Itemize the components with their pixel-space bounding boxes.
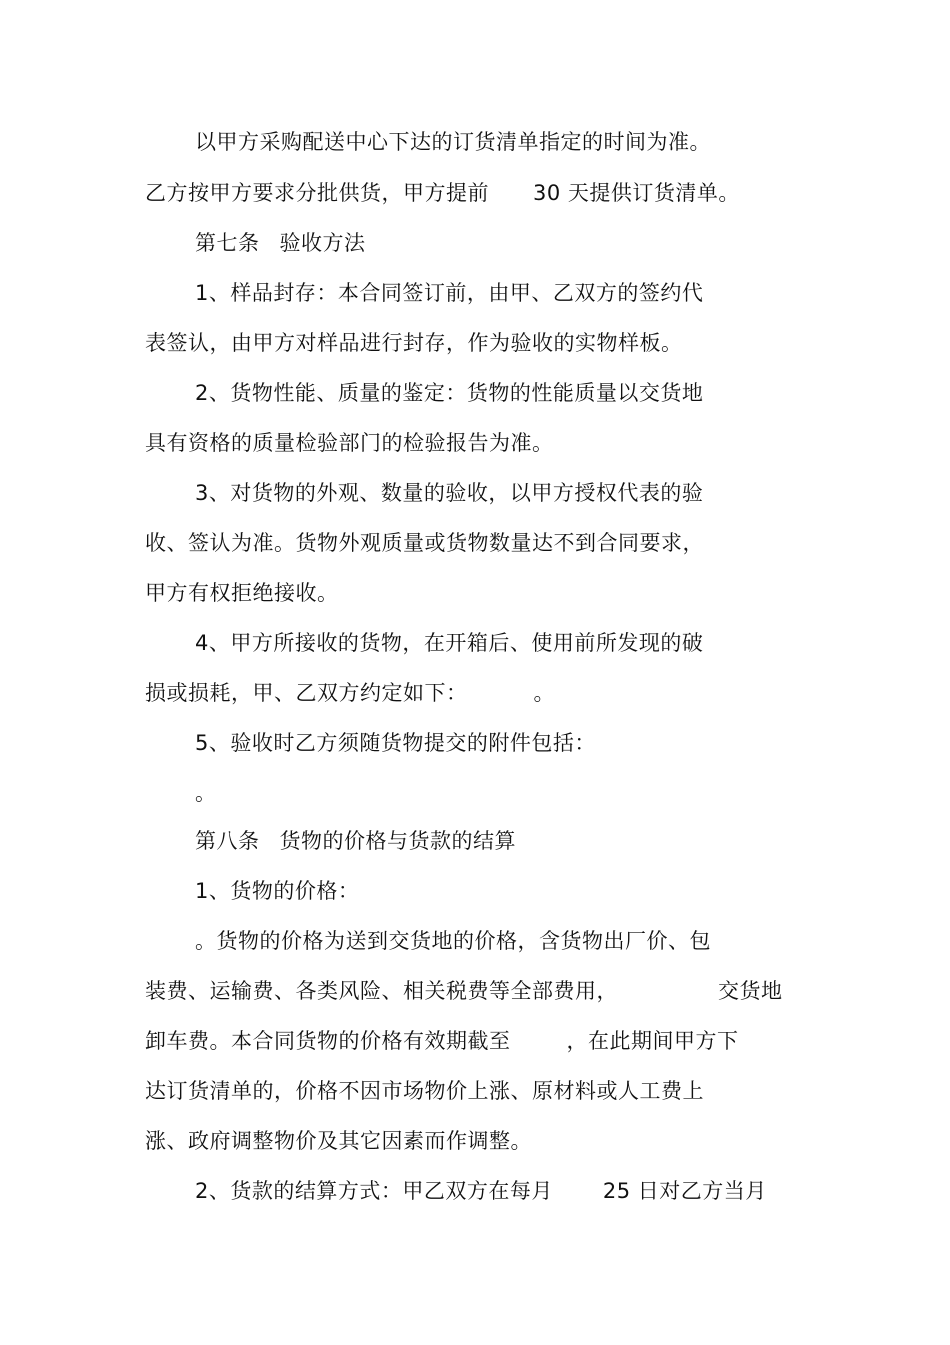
text-line-4 (195, 278, 703, 308)
text-line-9 (145, 528, 704, 558)
text-line-13 (195, 728, 596, 758)
text-segment: 25 日对乙方当月 (602, 1179, 767, 1203)
text-segment: 收、签认为准。货物外观质量或货物数量达不到合同要求， (145, 531, 704, 555)
text-line-16 (195, 876, 359, 906)
text-line-5 (145, 328, 683, 358)
text-segment: 3、对货物的外观、数量的验收，以甲方授权代表的验 (195, 481, 704, 505)
text-segment: 损或损耗，甲、乙双方约定如下： (145, 681, 468, 705)
text-segment: 达订货清单的，价格不因市场物价上涨、原材料或人工费上 (145, 1079, 704, 1103)
text-segment: 装费、运输费、各类风险、相关税费等全部费用， (145, 979, 618, 1003)
text-line-20 (145, 1076, 704, 1106)
text-segment: 2、货物性能、质量的鉴定：货物的性能质量以交货地 (195, 381, 704, 405)
article-heading-7 (195, 228, 366, 258)
text-line-10 (145, 578, 339, 608)
text-segment: ，在此期间甲方下 (566, 1029, 739, 1053)
text-segment: 以甲方采购配送中心下达的订货清单指定的时间为准。 (195, 130, 711, 154)
text-segment: 卸车费。本合同货物的价格有效期截至 (145, 1029, 511, 1053)
text-line-8 (195, 478, 703, 508)
text-segment: 。 (533, 681, 555, 705)
article-title: 验收方法 (279, 231, 366, 255)
text-segment: 30 天提供订货清单。 (533, 181, 740, 205)
text-line-19 (145, 1026, 739, 1056)
text-segment: 2、货款的结算方式：甲乙双方在每月 (195, 1179, 553, 1203)
text-segment: 乙方按甲方要求分批供货，甲方提前 (145, 181, 489, 205)
text-line-7 (145, 428, 554, 458)
text-line-18 (145, 976, 783, 1006)
text-segment: 涨、政府调整物价及其它因素而作调整。 (145, 1129, 532, 1153)
article-title: 货物的价格与货款的结算 (279, 829, 516, 853)
text-segment: 交货地 (718, 979, 783, 1003)
text-line-14 (195, 778, 217, 808)
text-segment: 甲方有权拒绝接收。 (145, 581, 339, 605)
text-segment: 4、甲方所接收的货物，在开箱后、使用前所发现的破 (195, 631, 704, 655)
text-segment: 1、样品封存：本合同签订前，由甲、乙双方的签约代 (195, 281, 704, 305)
text-line-21 (145, 1126, 532, 1156)
text-line-17 (195, 926, 711, 956)
text-segment: 。货物的价格为送到交货地的价格，含货物出厂价、包 (195, 929, 711, 953)
article-heading-8 (195, 826, 516, 856)
text-segment: 表签认，由甲方对样品进行封存，作为验收的实物样板。 (145, 331, 683, 355)
text-segment: 5、验收时乙方须随货物提交的附件包括： (195, 731, 596, 755)
article-number: 第八条 (195, 829, 260, 853)
text-segment: 1、货物的价格： (195, 879, 360, 903)
article-number: 第七条 (195, 231, 260, 255)
text-line-2 (145, 178, 740, 208)
text-line-6 (195, 378, 703, 408)
text-line-1 (195, 127, 711, 157)
text-segment: 具有资格的质量检验部门的检验报告为准。 (145, 431, 554, 455)
text-line-12 (145, 678, 555, 708)
text-line-22 (195, 1176, 767, 1206)
text-segment: 。 (195, 781, 217, 805)
text-line-11 (195, 628, 703, 658)
